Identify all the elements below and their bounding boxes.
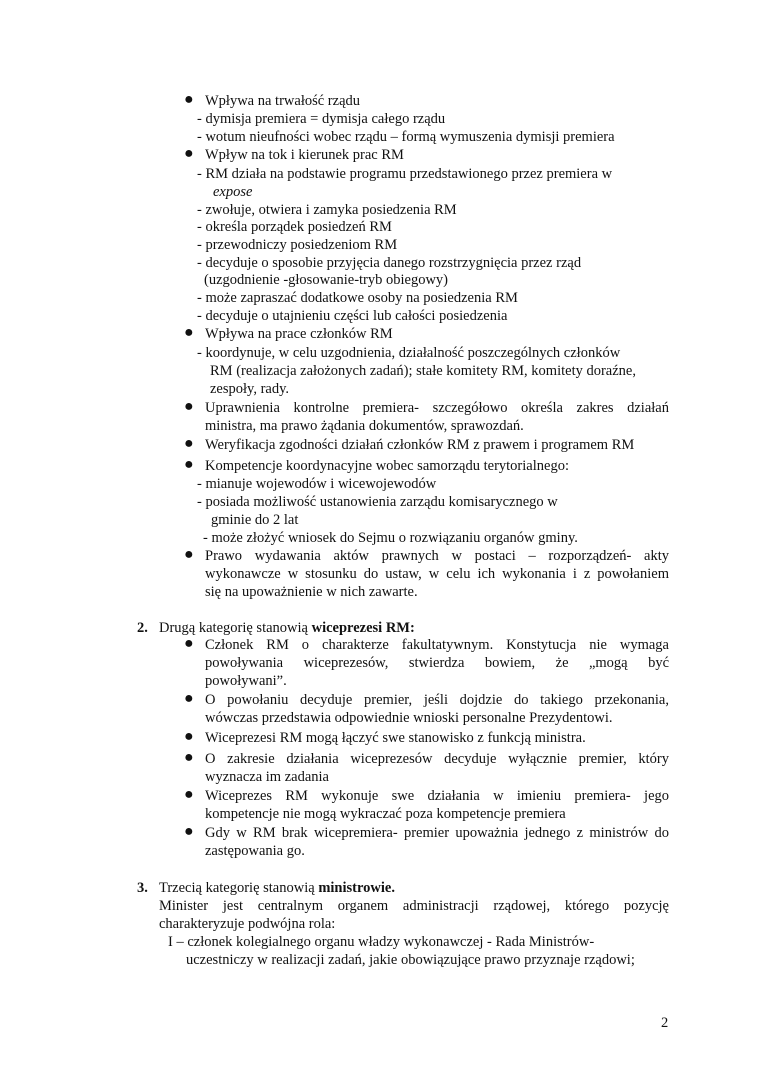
sub-item: - decyduje o sposobie przyjęcia danego rozstrzygnięcia przez rząd <box>197 255 582 271</box>
sub-item: - dymisja premiera = dymisja całego rządu <box>197 111 446 127</box>
bullet-text-continuation: powoływani”. <box>205 673 287 689</box>
bullet-text-continuation: wykonawcze w stosunku do ustaw, w celu ich wykonania i z powołaniem <box>205 566 669 582</box>
sub-item: - wotum nieufności wobec rządu – formą wymuszenia dymisji premiera <box>197 129 615 145</box>
sub-item-continuation: expose <box>213 184 253 200</box>
section-number: 2. <box>137 620 148 636</box>
bullet-icon: ● <box>184 546 194 563</box>
bullet-text: Wpływ na tok i kierunek prac RM <box>205 147 404 163</box>
bullet-text: Wpływa na trwałość rządu <box>205 93 361 109</box>
bullet-icon: ● <box>184 91 194 108</box>
sub-item: - RM działa na podstawie programu przedstawionego przez premiera w <box>197 166 613 182</box>
sub-item-continuation: gminie do 2 lat <box>211 512 299 528</box>
bullet-text: Uprawnienia kontrolne premiera- szczegółowo określa zakres działań <box>205 400 669 416</box>
bullet-text: Prawo wydawania aktów prawnych w postaci – rozporządzeń- akty <box>205 548 669 564</box>
bullet-icon: ● <box>184 823 194 840</box>
bullet-text: O zakresie działania wiceprezesów decyduje wyłącznie premier, który <box>205 751 669 767</box>
sub-item: - przewodniczy posiedzeniom RM <box>197 237 398 253</box>
sub-item: - zwołuje, otwiera i zamyka posiedzenia RM <box>197 202 457 218</box>
bullet-icon: ● <box>184 435 194 452</box>
bullet-icon: ● <box>184 635 194 652</box>
sub-item: - może zapraszać dodatkowe osoby na posiedzenia RM <box>197 290 518 306</box>
bullet-text-continuation: się na upoważnienie w nich zawarte. <box>205 584 418 600</box>
sub-item: - koordynuje, w celu uzgodnienia, działalność poszczególnych członków <box>197 345 621 361</box>
sub-item: - określa porządek posiedzeń RM <box>197 219 392 235</box>
bullet-text: O powołaniu decyduje premier, jeśli dojdzie do takiego przekonania, <box>205 692 669 708</box>
bullet-icon: ● <box>184 456 194 473</box>
section-number: 3. <box>137 880 148 896</box>
bullet-text: Członek RM o charakterze fakultatywnym. Konstytucja nie wymaga <box>205 637 669 653</box>
bullet-text-continuation: zastępowania go. <box>205 843 305 859</box>
bullet-text: Wpływa na prace członków RM <box>205 326 393 342</box>
bullet-icon: ● <box>184 690 194 707</box>
sub-item: - mianuje wojewodów i wicewojewodów <box>197 476 437 492</box>
bullet-text: Gdy w RM brak wicepremiera- premier upoważnia jednego z ministrów do <box>205 825 669 841</box>
sub-item-continuation: RM (realizacja założonych zadań); stałe komitety RM, komitety doraźne, <box>210 363 636 379</box>
bullet-icon: ● <box>184 324 194 341</box>
bullet-text-continuation: kompetencje nie mogą wykraczać poza kompetencje premiera <box>205 806 566 822</box>
bullet-icon: ● <box>184 398 194 415</box>
page-number: 2 <box>661 1015 669 1031</box>
bullet-text-continuation: wówczas przedstawia odpowiednie wnioski personalne Prezydentowi. <box>205 710 613 726</box>
bullet-icon: ● <box>184 786 194 803</box>
bullet-text-continuation: wyznacza im zadania <box>205 769 329 785</box>
bullet-icon: ● <box>184 749 194 766</box>
role-item: I – członek kolegialnego organu władzy wykonawczej - Rada Ministrów- <box>168 934 595 950</box>
bullet-text-continuation: powoływania wiceprezesów, stwierdza bowiem, że „mogą być <box>205 655 669 671</box>
role-item-continuation: uczestniczy w realizacji zadań, jakie obowiązujące prawo przyznaje rządowi; <box>186 952 635 968</box>
bullet-icon: ● <box>184 728 194 745</box>
bullet-text-continuation: ministra, ma prawo żądania dokumentów, sprawozdań. <box>205 418 524 434</box>
sub-item-continuation: zespoły, rady. <box>210 381 290 397</box>
sub-item-continuation: (uzgodnienie -głosowanie-tryb obiegowy) <box>204 272 449 288</box>
section-heading: Drugą kategorię stanowią wiceprezesi RM: <box>159 620 415 636</box>
bullet-icon: ● <box>184 145 194 162</box>
sub-item: - posiada możliwość ustanowienia zarządu komisarycznego w <box>197 494 558 510</box>
section-heading: Trzecią kategorię stanowią ministrowie. <box>159 880 395 896</box>
paragraph-line: charakteryzuje podwójna rola: <box>159 916 336 932</box>
sub-item: - decyduje o utajnieniu części lub całości posiedzenia <box>197 308 508 324</box>
bullet-text: Wiceprezesi RM mogą łączyć swe stanowisko z funkcją ministra. <box>205 730 586 746</box>
bullet-text: Weryfikacja zgodności działań członków RM z prawem i programem RM <box>205 437 635 453</box>
sub-item: - może złożyć wniosek do Sejmu o rozwiązaniu organów gminy. <box>203 530 578 546</box>
bullet-text: Wiceprezes RM wykonuje swe działania w imieniu premiera- jego <box>205 788 669 804</box>
paragraph-line: Minister jest centralnym organem administracji rządowej, którego pozycję <box>159 898 669 914</box>
bullet-text: Kompetencje koordynacyjne wobec samorządu terytorialnego: <box>205 458 569 474</box>
